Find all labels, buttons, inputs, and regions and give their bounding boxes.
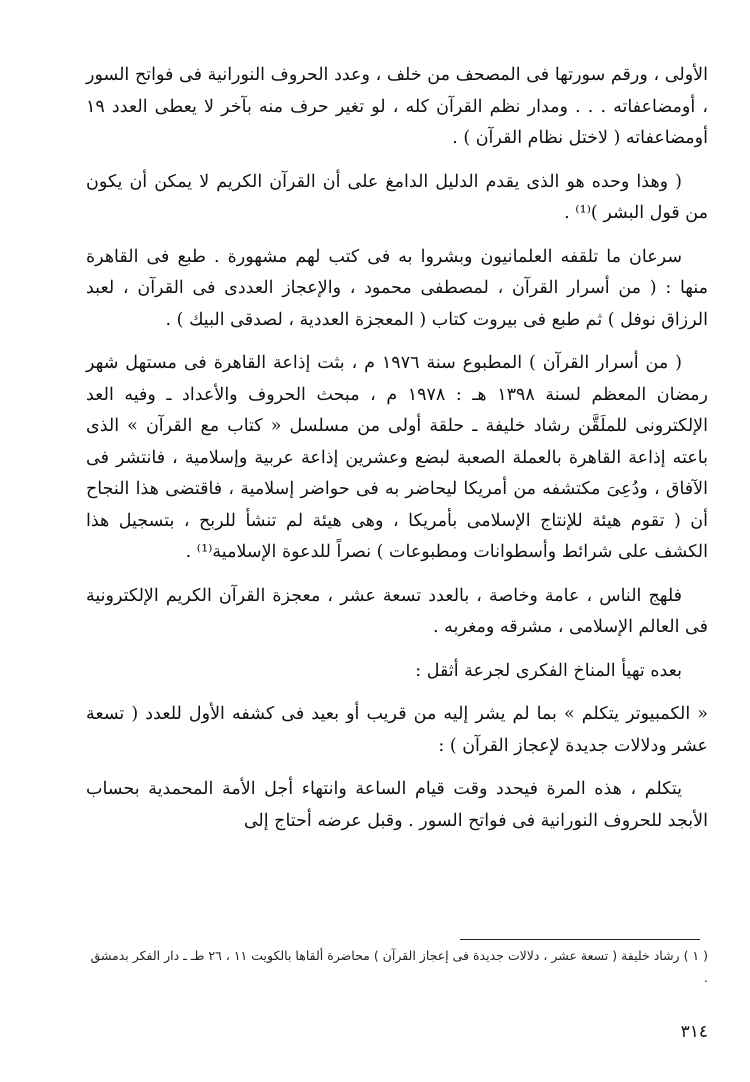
- paragraph-6: بعده تهيأ المناخ الفكرى لجرعة أثقل :: [415, 660, 682, 681]
- paragraph-1: الأولى ، ورقم سورتها فى المصحف من خلف ، وعدد الحروف النورانية فى فواتح السور ، أومضاعفاته . . . ومدار نظم القرآن كله ، لو تغير حرف منه بآخر لا يعطى العدد ١٩ أومضاعفاته ( لاختل نظام القرآن ) .: [86, 65, 708, 148]
- page-number: ٣١٤: [680, 1022, 708, 1042]
- footnote: ( ١ ) رشاد خليفة ( تسعة عشر ، دلالات جديدة فى إعجاز القرآن ) محاضرة ألقاها بالكويت ١١ ، ٢٦ طـ ـ دار الفكر بدمشق .: [90, 948, 708, 985]
- paragraph-3: سرعان ما تلقفه العلمانيون وبشروا به فى كتب لهم مشهورة . طبع فى القاهرة منها : ( من أسرار القرآن ، لمصطفى محمود ، والإعجاز العددى فى القرآن ، لعبد الرزاق نوفل ) ثم طبع فى بيروت كتاب ( المعجزة العددية ، لصدقى البيك ) .: [86, 246, 708, 330]
- paragraph-5: فلهج الناس ، عامة وخاصة ، بالعدد تسعة عشر ، معجزة القرآن الكريم الإلكترونية فى العالم الإسلامى ، مشرقه ومغربه .: [86, 585, 708, 637]
- footnote-divider: [460, 939, 700, 940]
- paragraph-2: ( وهذا وحده هو الذى يقدم الدليل الدامغ على أن القرآن الكريم لا يمكن أن يكون من قول البشر )⁽¹⁾ .: [86, 171, 708, 223]
- paragraph-7: « الكمبيوتر يتكلم » بما لم يشر إليه من قريب أو بعيد فى كشفه الأول للعدد ( تسعة عشر ودلالات جديدة لإعجاز القرآن ) :: [86, 704, 708, 756]
- paragraph-8: يتكلم ، هذه المرة فيحدد وقت قيام الساعة وانتهاء أجل الأمة المحمدية بحساب الأبجد للحروف النورانية فى فواتح السور . وقبل عرضه أحتاج إلى: [86, 779, 708, 831]
- body-text: [86, 60, 708, 849]
- paragraph-4: ( من أسرار القرآن ) المطبوع سنة ١٩٧٦ م ، بثت إذاعة القاهرة فى مستهل شهر رمضان المعظم لسنة ١٣٩٨ هـ : ١٩٧٨ م ، مبحث الحروف والأعداد ـ وفيه العد الإلكترونى للملَقَّن رشاد خليفة ـ حلقة أولى من مسلسل « كتاب مع القرآن » الذى باعته إذاعة القاهرة بالعملة الصعبة لبضع وعشرين إذاعة عربية وإسلامية ، فانتشر فى الآفاق ، ودُعِىَ مكتشفه من أمريكا ليحاضر به فى حواضر إسلامية ، فاقتضى هذا النجاح أن ( تقوم هيئة للإنتاج الإسلامى بأمريكا ، وهى هيئة لم تنشأ للربح ، بتسجيل هذا الكشف على شرائط وأسطوانات ومطبوعات ) نصراً للدعوة الإسلامية⁽¹⁾ .: [86, 353, 708, 562]
